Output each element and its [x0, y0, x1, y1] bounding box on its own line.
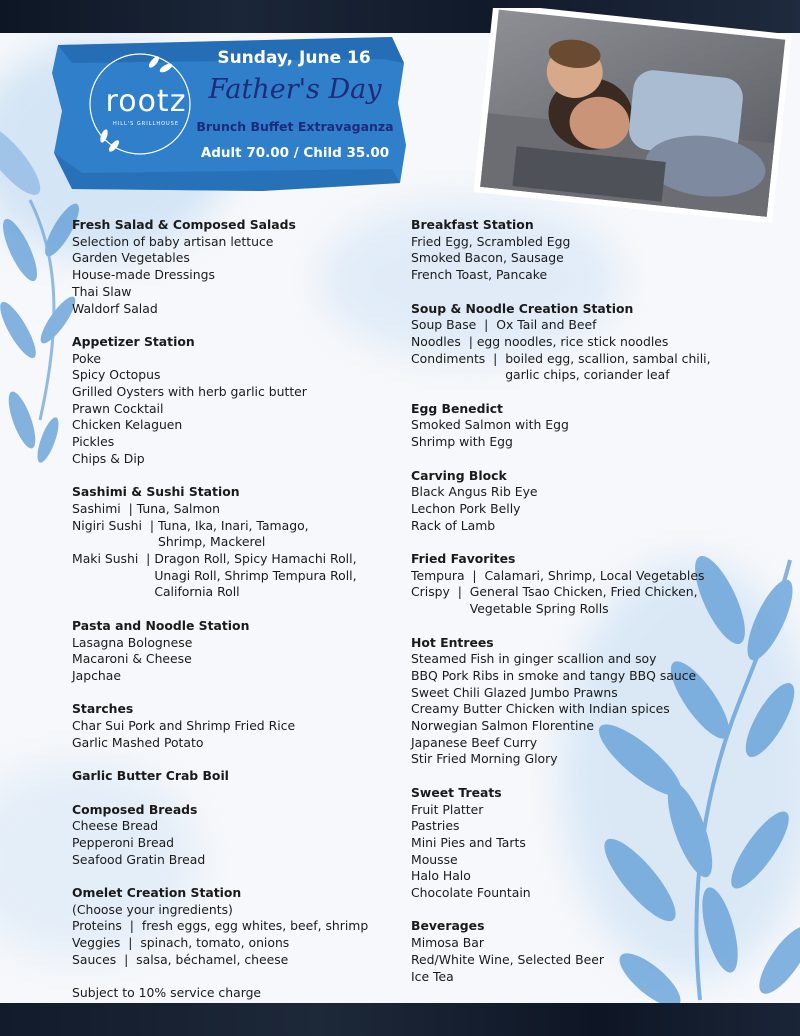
menu-left-column — [72, 217, 402, 1002]
menu-item — [72, 351, 402, 368]
menu-item — [411, 885, 771, 902]
menu-item — [72, 518, 402, 551]
item-text: Ox Tail and Beef — [496, 317, 597, 333]
item-text: Pickles — [72, 434, 115, 450]
menu-item — [72, 718, 402, 735]
menu-item — [411, 651, 771, 668]
service-charge-note: Subject to 10% service charge — [72, 985, 262, 1001]
menu-item — [411, 751, 771, 768]
menu-section — [411, 301, 771, 385]
menu-item — [411, 952, 771, 969]
item-text: Fruit Platter — [411, 801, 484, 817]
event-title: Father's Day — [208, 74, 382, 105]
item-text: Garlic Mashed Potato — [72, 734, 204, 750]
item-text: Thai Slaw — [72, 283, 132, 299]
item-label: Sauces | — [72, 951, 137, 967]
item-label: Proteins | — [72, 918, 142, 934]
menu-section — [411, 918, 771, 985]
menu-section — [411, 217, 771, 284]
item-text: Spicy Octopus — [72, 367, 161, 383]
section-title: Appetizer Station — [72, 333, 195, 349]
menu-item — [72, 902, 402, 919]
menu-section — [72, 885, 402, 969]
item-text: Calamari, Shrimp, Local Vegetables — [484, 567, 705, 583]
menu-item — [411, 718, 771, 735]
item-text: Smoked Bacon, Sausage — [411, 250, 564, 266]
menu-item — [411, 267, 771, 284]
item-text: Smoked Salmon with Egg — [411, 417, 569, 433]
menu-section — [72, 484, 402, 601]
menu-item — [72, 635, 402, 652]
section-title: Hot Entrees — [411, 634, 494, 650]
menu-item — [72, 818, 402, 835]
item-text: Steamed Fish in ginger scallion and soy — [411, 651, 657, 667]
item-text: Sweet Chili Glazed Jumbo Prawns — [411, 684, 618, 700]
menu-section — [411, 468, 771, 535]
item-text: Tuna, Salmon — [136, 500, 220, 516]
father-son-photo — [460, 8, 800, 233]
menu-section — [411, 401, 771, 451]
item-text: fresh eggs, egg whites, beef, shrimp — [141, 918, 369, 934]
item-text: Mousse — [411, 851, 458, 867]
item-text: spinach, tomato, onions — [140, 935, 290, 951]
item-text: Fried Egg, Scrambled Egg — [411, 233, 571, 249]
item-label: Tempura | — [411, 567, 485, 583]
section-title: Starches — [72, 701, 134, 717]
item-text: House-made Dressings — [72, 267, 215, 283]
logo-subtitle: HILL'S GRILLHOUSE — [112, 121, 180, 127]
menu-item — [411, 351, 771, 384]
item-text: Waldorf Salad — [72, 300, 158, 316]
menu-item — [72, 935, 402, 952]
section-title: Egg Benedict — [411, 400, 503, 416]
menu-item — [411, 935, 771, 952]
item-text: Chicken Kelaguen — [72, 417, 183, 433]
menu-item — [72, 267, 402, 284]
item-text: garlic chips, coriander leaf — [505, 367, 670, 383]
menu-item — [411, 852, 771, 869]
section-title: Fresh Salad & Composed Salads — [72, 217, 296, 232]
menu-item — [411, 317, 771, 334]
item-text: Char Sui Pork and Shrimp Fried Rice — [72, 718, 296, 734]
menu-item — [72, 852, 402, 869]
item-text: Black Angus Rib Eye — [411, 484, 538, 500]
item-text: Chocolate Fountain — [411, 885, 531, 901]
event-subtitle: Brunch Buffet Extravaganza — [196, 119, 394, 134]
menu-item — [72, 417, 402, 434]
menu-section — [72, 217, 402, 317]
item-text: Shrimp with Egg — [411, 434, 513, 450]
item-text: Prawn Cocktail — [72, 400, 164, 416]
section-title: Beverages — [411, 918, 485, 934]
item-text: Creamy Butter Chicken with Indian spices — [411, 701, 670, 717]
item-label: Soup Base | — [411, 317, 497, 333]
price-line: Adult 70.00 / Child 35.00 — [200, 145, 390, 161]
menu-item — [72, 668, 402, 685]
menu-item — [411, 518, 771, 535]
item-text: Halo Halo — [411, 868, 471, 884]
menu-item — [411, 484, 771, 501]
menu-item — [411, 434, 771, 451]
section-title: Carving Block — [411, 467, 507, 483]
menu-item — [72, 434, 402, 451]
item-text: Ice Tea — [411, 968, 454, 984]
menu-item — [72, 284, 402, 301]
section-title: Sashimi & Sushi Station — [72, 484, 240, 500]
menu-item — [411, 668, 771, 685]
menu-item — [72, 234, 402, 251]
item-text: Stir Fried Morning Glory — [411, 751, 558, 767]
section-title: Composed Breads — [72, 801, 198, 817]
menu-item — [72, 952, 402, 969]
item-text: Chips & Dip — [72, 450, 145, 466]
menu-section — [72, 768, 402, 785]
section-title: Omelet Creation Station — [72, 885, 242, 901]
menu-item — [411, 685, 771, 702]
menu-item — [72, 367, 402, 384]
item-text: French Toast, Pancake — [411, 267, 548, 283]
logo-text: rootz — [105, 84, 187, 119]
item-text: (Choose your ingredients) — [72, 901, 233, 917]
item-text: Pastries — [411, 818, 460, 834]
menu-item — [72, 451, 402, 468]
item-label: Condiments | — [411, 350, 506, 366]
item-text: Dragon Roll, Spicy Hamachi Roll, — [154, 551, 357, 567]
item-text: Tuna, Ika, Inari, Tamago, — [157, 517, 309, 533]
menu-item — [411, 334, 771, 351]
menu-item — [411, 584, 771, 617]
event-date: Sunday, June 16 — [217, 48, 371, 68]
menu-item — [411, 417, 771, 434]
menu-item — [72, 551, 402, 601]
menu-section — [72, 802, 402, 869]
menu-item — [72, 384, 402, 401]
item-text: Unagi Roll, Shrimp Tempura Roll, — [154, 567, 357, 583]
item-text: BBQ Pork Ribs in smoke and tangy BBQ sauce — [411, 667, 697, 683]
item-text: Japchae — [72, 667, 121, 683]
menu-item — [411, 818, 771, 835]
menu-item — [411, 835, 771, 852]
item-text: Poke — [72, 350, 101, 366]
section-title: Garlic Butter Crab Boil — [72, 768, 229, 784]
item-text: Lasagna Bolognese — [72, 634, 193, 650]
item-text: Mimosa Bar — [411, 935, 484, 951]
item-text: Mini Pies and Tarts — [411, 834, 526, 850]
menu-item — [72, 918, 402, 935]
menu-item — [72, 501, 402, 518]
menu-item — [411, 501, 771, 518]
menu-item — [411, 568, 771, 585]
item-text: Lechon Pork Belly — [411, 500, 521, 516]
section-title: Sweet Treats — [411, 784, 502, 800]
item-text: Garden Vegetables — [72, 250, 190, 266]
item-label: Nigiri Sushi | — [72, 517, 158, 533]
section-title: Breakfast Station — [411, 217, 534, 232]
menu-item — [411, 969, 771, 986]
item-text: Red/White Wine, Selected Beer — [411, 951, 604, 967]
item-text: Seafood Gratin Bread — [72, 851, 206, 867]
item-label: Crispy | — [411, 584, 470, 600]
item-text: Grilled Oysters with herb garlic butter — [72, 384, 307, 400]
menu-item — [411, 735, 771, 752]
menu-right-column — [411, 217, 771, 1002]
menu-item — [411, 250, 771, 267]
section-title: Fried Favorites — [411, 551, 516, 566]
menu-item — [411, 234, 771, 251]
item-label: Maki Sushi | — [72, 551, 155, 567]
item-text: Vegetable Spring Rolls — [469, 601, 609, 617]
item-text: Norwegian Salmon Florentine — [411, 718, 594, 734]
menu-item — [72, 250, 402, 267]
item-text: Shrimp, Mackerel — [157, 534, 266, 550]
item-text: egg noodles, rice stick noodles — [476, 333, 669, 349]
menu-section — [411, 635, 771, 769]
menu-item — [411, 868, 771, 885]
section-title: Soup & Noodle Creation Station — [411, 300, 634, 316]
section-title: Pasta and Noodle Station — [72, 617, 250, 633]
item-label: Veggies | — [72, 935, 141, 951]
item-text: Macaroni & Cheese — [72, 651, 192, 667]
menu-item — [411, 701, 771, 718]
item-text: California Roll — [154, 584, 240, 600]
menu-section — [411, 551, 771, 618]
item-text: salsa, béchamel, cheese — [136, 951, 289, 967]
menu-section — [411, 785, 771, 902]
menu-item — [411, 802, 771, 819]
menu-section — [72, 618, 402, 685]
item-text: Rack of Lamb — [411, 517, 496, 533]
item-text: boiled egg, scallion, sambal chili, — [505, 350, 711, 366]
bottom-border — [0, 1003, 800, 1036]
item-text: General Tsao Chicken, Fried Chicken, — [469, 584, 698, 600]
menu-section — [72, 701, 402, 751]
menu-item — [72, 651, 402, 668]
item-text: Selection of baby artisan lettuce — [72, 233, 274, 249]
menu-item — [72, 401, 402, 418]
item-text: Pepperoni Bread — [72, 834, 175, 850]
item-text: Japanese Beef Curry — [411, 734, 538, 750]
item-label: Noodles | — [411, 333, 477, 349]
item-label: Sashimi | — [72, 500, 137, 516]
item-text: Cheese Bread — [72, 818, 159, 834]
menu-item — [72, 301, 402, 318]
menu-item — [72, 835, 402, 852]
menu-item — [72, 735, 402, 752]
menu-section — [72, 334, 402, 468]
